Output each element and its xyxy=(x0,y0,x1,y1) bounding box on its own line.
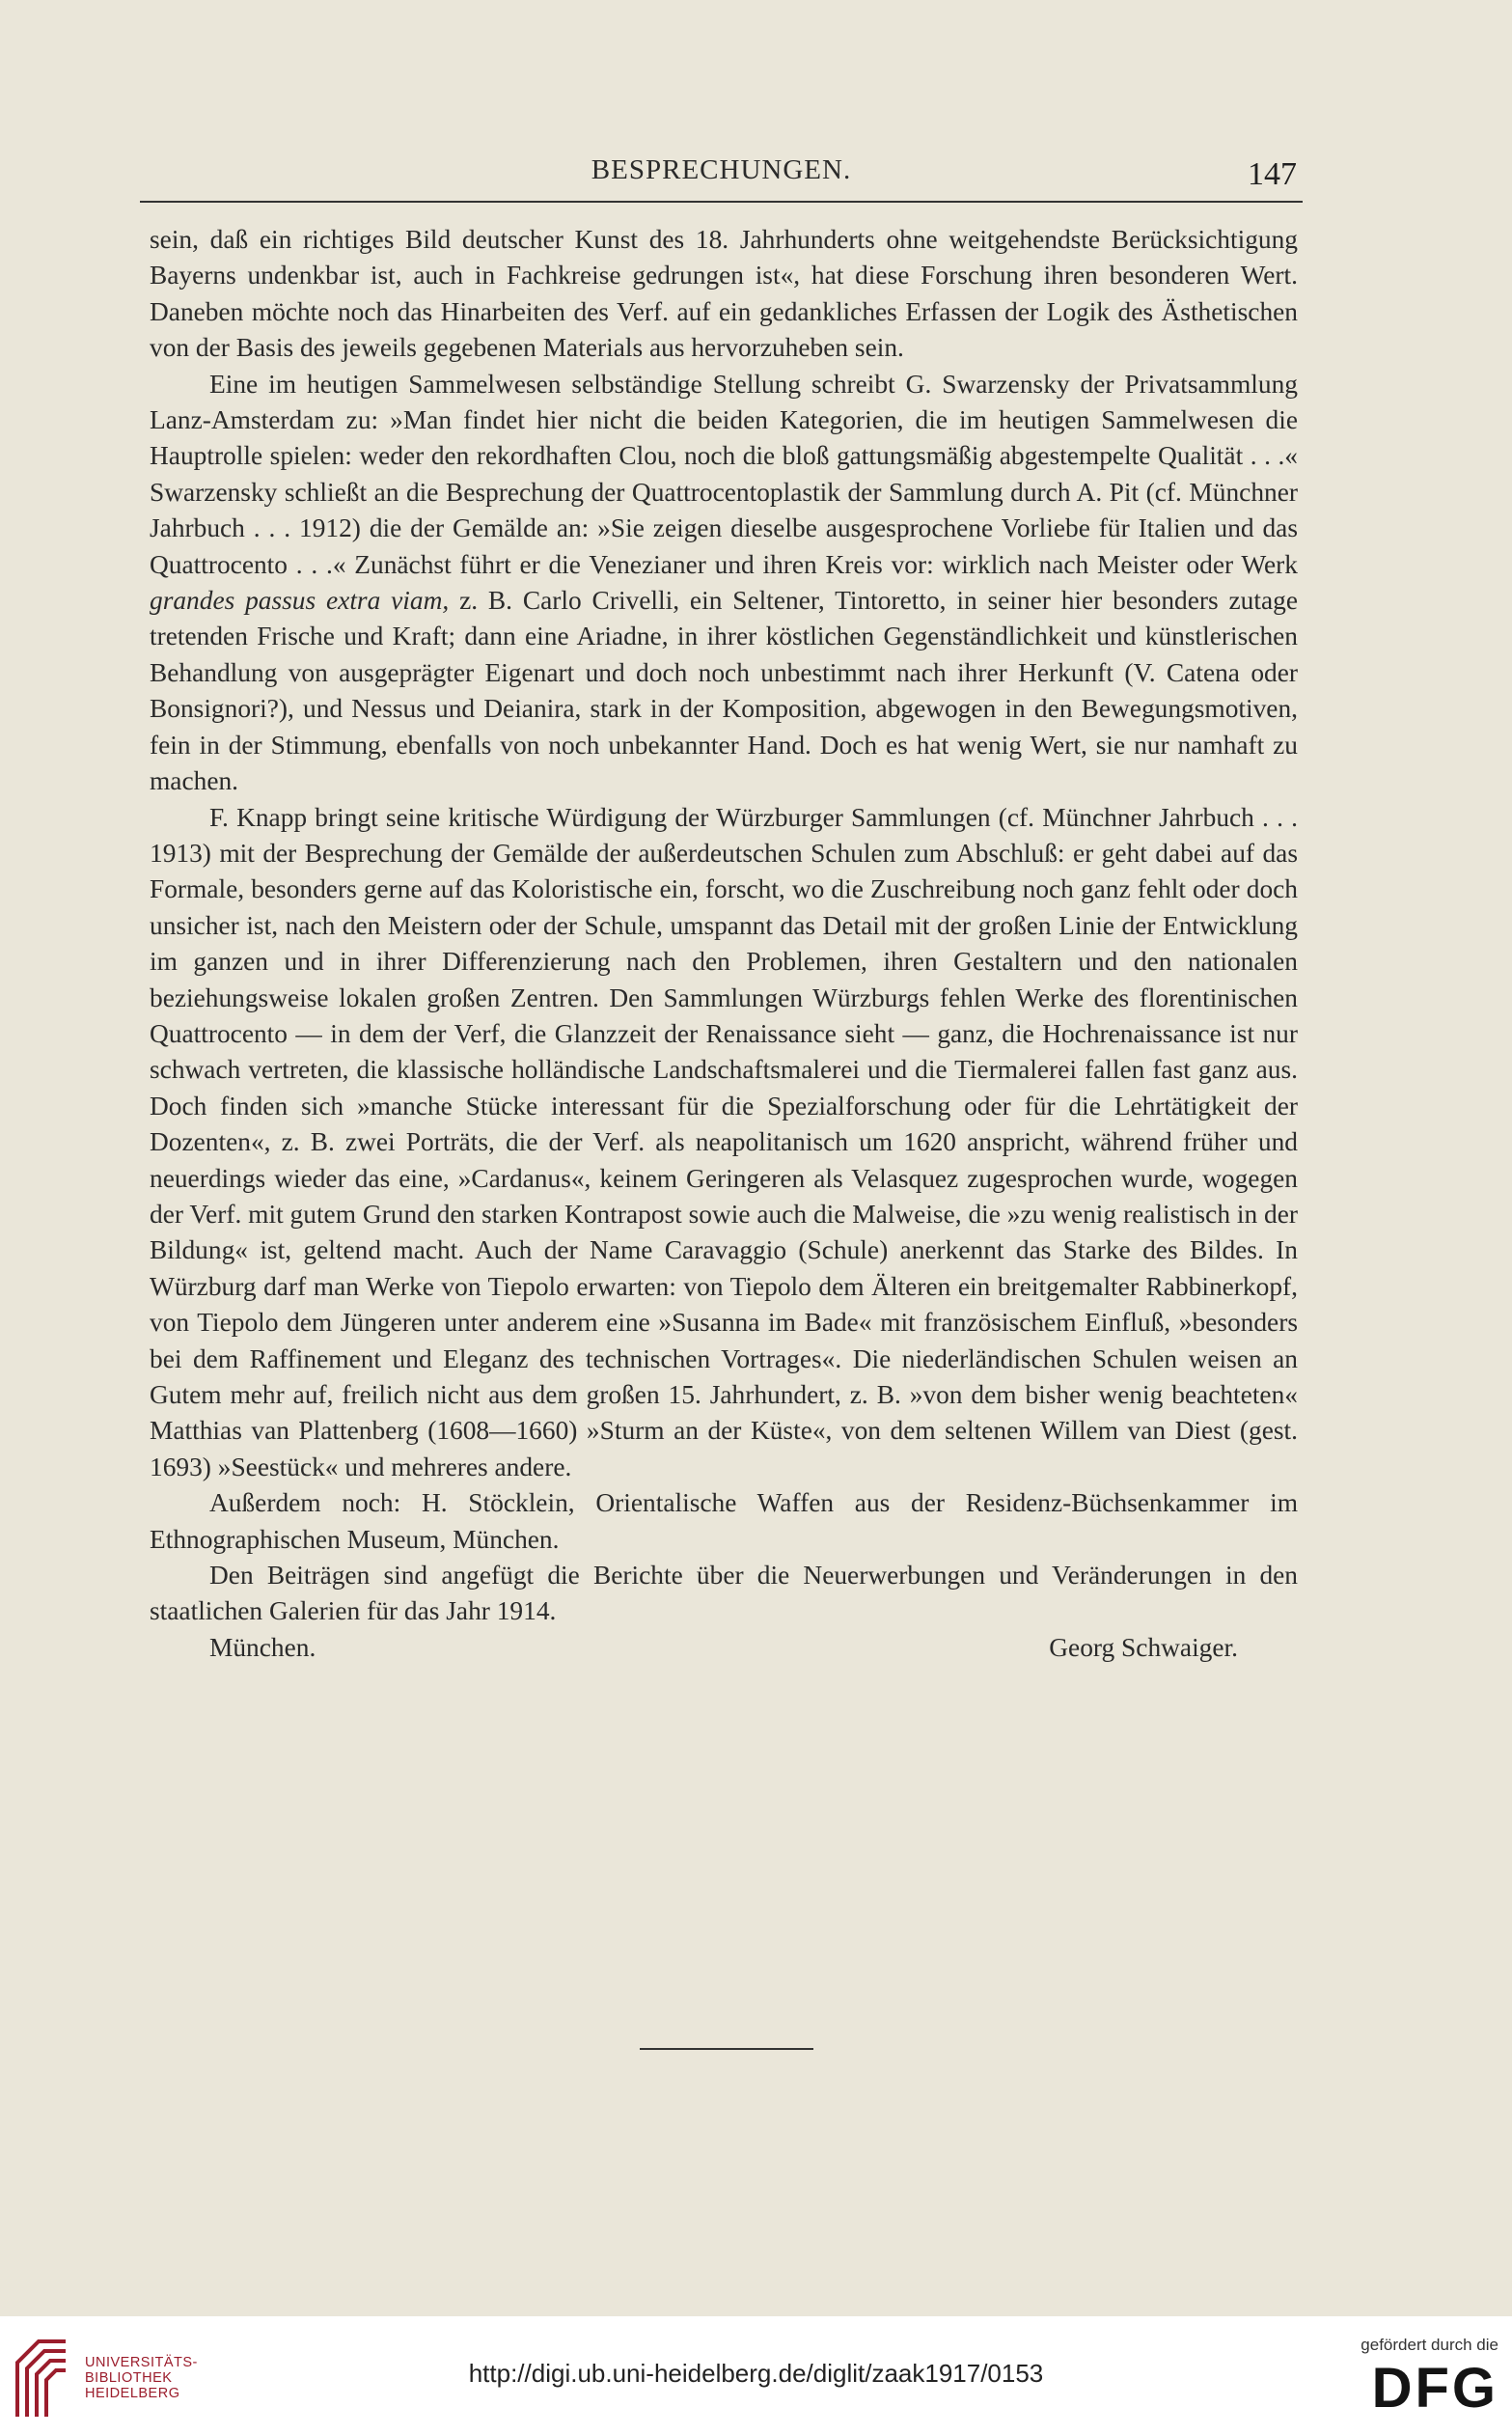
page-number: 147 xyxy=(1248,156,1297,192)
article-body xyxy=(150,222,1298,1666)
library-name-line: UNIVERSITÄTS- xyxy=(85,2355,198,2370)
funder xyxy=(1361,2336,1498,2419)
funder-caption: gefördert durch die xyxy=(1361,2336,1498,2354)
italic-phrase: grandes passus extra viam, xyxy=(150,586,450,616)
paragraph-text: Eine im heutigen Sammelwesen selbständige Stellung schreibt G. Swarzensky der Privatsammlung Lanz-Amsterdam zu: »Man findet hier nicht die beiden Kategorien, die im heutigen Sammelwesen die Hauptrolle spielen: weder den rekordhaften Clou, noch die bloß gattungsmäßig abgestempelte Qualität . . .« Swarzensky schließt an die Besprechung der Quattrocentoplastik der Sammlung durch A. Pit (cf. Münchner Jahrbuch . . . 1912) die der Gemälde an: »Sie zeigen dieselbe ausgesprochene Vorliebe für Italien und das Quattrocento . . .« Zunächst führt er die Venezianer und ihren Kreis vor: wirklich nach Meister oder Werk xyxy=(150,369,1298,579)
running-head: BESPRECHUNGEN. xyxy=(591,154,852,185)
signature-place: München. xyxy=(209,1632,316,1662)
library-name-line: BIBLIOTHEK xyxy=(85,2370,173,2386)
paragraph-text: z. B. Carlo Crivelli, ein Seltener, Tintoretto, in seiner hier besonders zutage tretenden Frische und Kraft; dann eine Ariadne, in ihrer köstlichen Gegenständlichkeit und künstlerischen Behandlung von ausgeprägter Eigenart und doch noch unbestimmt nach ihrer Herkunft (V. Catena oder Bonsignori?), und Nessus und Deianira, stark in der Komposition, abgewogen in den Bewegungsmotiven, fein in der Stimmung, ebenfalls von noch unbekannter Hand. Doch es hat wenig Wert, sie nur namhaft zu machen. xyxy=(150,586,1298,796)
dfg-logo: DFG xyxy=(1371,2357,1498,2420)
library-name-line: HEIDELBERG xyxy=(85,2386,180,2401)
paragraph: Den Beiträgen sind angefügt die Berichte über die Neuerwerbungen und Veränderungen in den staatlichen Galerien für das Jahr 1914. xyxy=(150,1561,1298,1626)
digitization-footer xyxy=(0,2316,1512,2435)
paragraph xyxy=(150,367,1298,800)
signature-line xyxy=(150,1630,1298,1666)
end-rule xyxy=(640,2048,813,2050)
source-url-link[interactable]: http://digi.ub.uni-heidelberg.de/diglit/zaak1917/0153 xyxy=(468,2359,1044,2388)
signature-author: Georg Schwaiger. xyxy=(1049,1632,1238,1662)
paragraph: sein, daß ein richtiges Bild deutscher Kunst des 18. Jahrhunderts ohne weitgehendste Berücksichtigung Bayerns undenkbar ist, auch in Fachkreise gedrungen ist«, hat diese Forschung ihren besonderen Wert. Daneben möchte noch das Hinarbeiten des Verf. auf ein gedankliches Erfassen der Logik des Ästhetischen von der Basis des jeweils gegebenen Materials aus hervorzuheben sein. xyxy=(150,225,1298,363)
paragraph: Außerdem noch: H. Stöcklein, Orientalische Waffen aus der Residenz-Büchsenkammer im Ethnographischen Museum, München. xyxy=(150,1488,1298,1554)
page-header xyxy=(140,154,1303,203)
paragraph: F. Knapp bringt seine kritische Würdigung der Würzburger Sammlungen (cf. Münchner Jahrbuch . . . 1913) mit der Besprechung der Gemälde der außerdeutschen Schulen zum Abschluß: er geht dabei auf das Formale, besonders gerne auf das Koloristische ein, forscht, wo die Zuschreibung noch ganz fehlt oder doch unsicher ist, nach den Meistern oder der Schule, umspannt das Detail mit der großen Linie der Entwicklung im ganzen und in ihrer Differenzierung nach den Problemen, ihren Gestaltern und den nationalen beziehungsweise lokalen großen Zentren. Den Sammlungen Würzburgs fehlen Werke des florentinischen Quattrocento — in dem der Verf, die Glanzzeit der Renaissance sieht — ganz, die Hochrenaissance ist nur schwach vertreten, die klassische holländische Landschaftsmalerei und die Tiermalerei fallen fast ganz aus. Doch finden sich »manche Stücke interessant für die Spezialforschung oder für die Lehrtätigkeit der Dozenten«, z. B. zwei Porträts, die der Verf. als neapolitanisch um 1620 anspricht, während früher und neuerdings wieder das eine, »Cardanus«, keinem Geringeren als Velasquez zugesprochen wurde, wogegen der Verf. mit gutem Grund den starken Kontrapost sowie auch die Malweise, die »zu wenig realistisch in der Bildung« ist, geltend macht. Auch der Name Caravaggio (Schule) anerkennt das Starke des Bildes. In Würzburg darf man Werke von Tiepolo erwarten: von Tiepolo dem Älteren ein breitgemalter Rabbinerkopf, von Tiepolo dem Jüngeren unter anderem eine »Susanna im Bade« mit französischem Einfluß, »besonders bei dem Raffinement und Eleganz des technischen Vortrages«. Die niederländischen Schulen weisen an Gutem mehr auf, freilich nicht aus dem großen 15. Jahrhundert, z. B. »von dem bisher wenig beachteten« Matthias van Plattenberg (1608—1660) »Sturm an der Küste«, von dem seltenen Willem van Diest (gest. 1693) »Seestück« und mehreres andere. xyxy=(150,802,1298,1481)
